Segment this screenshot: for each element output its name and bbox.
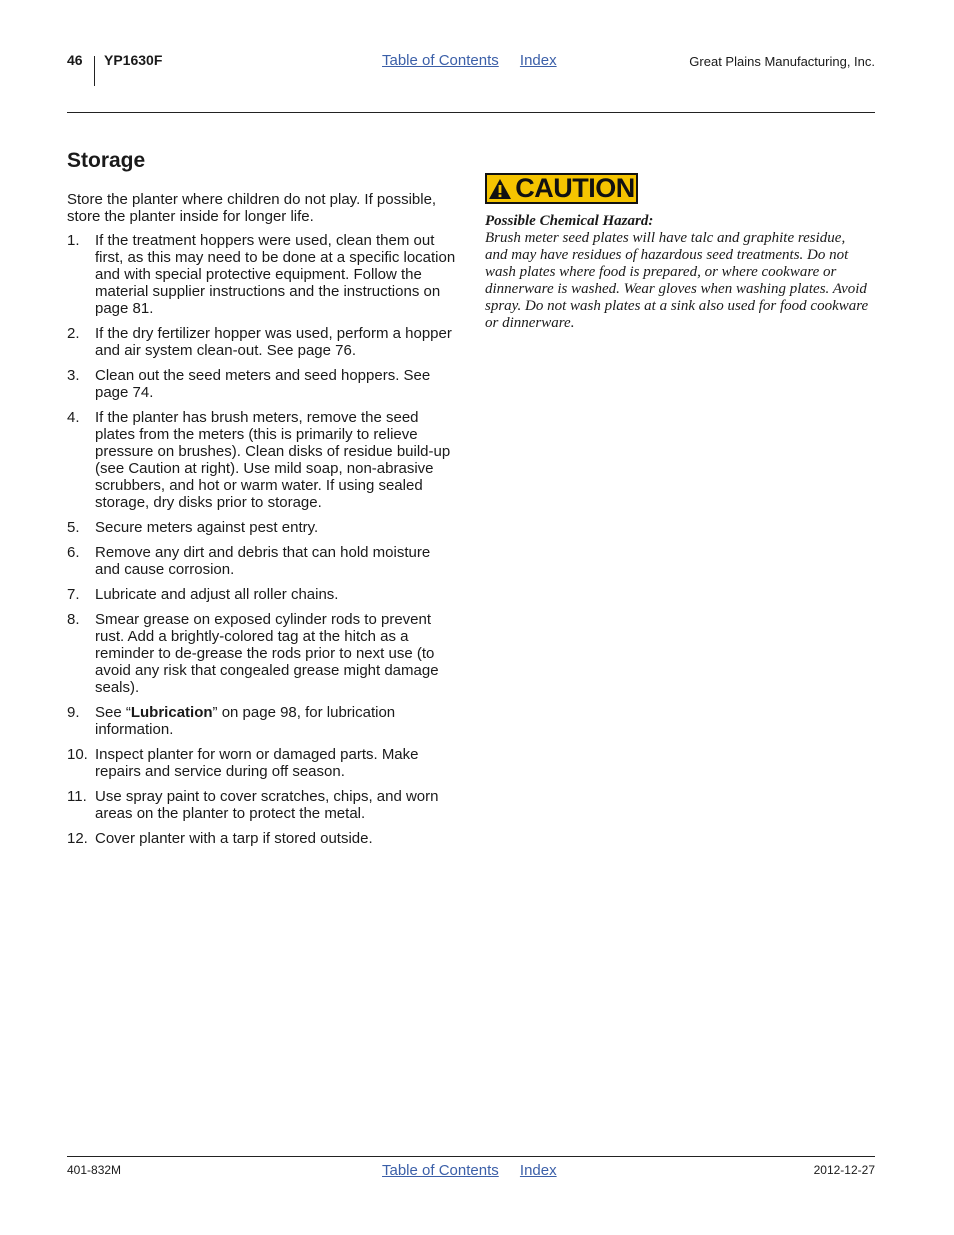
list-item-text: Secure meters against pest entry. [95, 519, 319, 536]
section-title: Storage [67, 149, 146, 172]
page-header [67, 52, 875, 92]
footer-rule [67, 1156, 875, 1157]
list-item-number: 10. [67, 746, 88, 763]
list-item-number: 8. [67, 611, 80, 628]
lubrication-reference: Lubrication [130, 704, 213, 721]
list-item [67, 830, 457, 847]
list-item-number: 1. [67, 232, 80, 249]
list-item [67, 544, 457, 578]
storage-section [67, 148, 457, 855]
list-item-text: If the dry fertilizer hopper was used, perform a hopper and air system clean-out. See page 76. [95, 325, 452, 359]
list-item-text: Lubricate and adjust all roller chains. [95, 586, 339, 603]
caution-label-box [485, 173, 638, 204]
list-item [67, 586, 457, 603]
header-rule [67, 112, 875, 113]
list-item-number: 9. [67, 704, 80, 721]
list-item-text: Remove any dirt and debris that can hold moisture and cause corrosion. [95, 544, 431, 578]
header-toc-link[interactable]: Table of Contents [382, 52, 499, 69]
model-name: YP1630F [104, 52, 163, 68]
caution-word: CAUTION [515, 173, 635, 203]
footer-toc-link[interactable]: Table of Contents [382, 1162, 499, 1179]
footer-links [382, 1162, 557, 1179]
list-item-text: Smear grease on exposed cylinder rods to prevent rust. Add a brightly-colored tag at the hitch as a reminder to de-grease the rods prior to next use (to avoid any risk that congealed grease might damage seals). [95, 611, 439, 696]
page-number: 46 [67, 52, 83, 68]
list-item-number: 11. [67, 788, 87, 805]
header-divider [94, 56, 95, 86]
section-intro: Store the planter where children do not play. If possible, store the planter inside for longer life. [67, 191, 437, 225]
hazard-text: Brush meter seed plates will have talc and graphite residue, and may have residues of hazardous seed treatments. Do not wash plates where food is prepared, or where cookware or dinnerware is washed. Wear gloves when washing plates. Avoid spray. Do not wash plates at a sink also used for food cookware or dinnerware. [485, 230, 869, 331]
list-item-number: 12. [67, 830, 88, 847]
footer-index-link[interactable]: Index [519, 1162, 557, 1179]
list-item-number: 7. [67, 586, 80, 603]
doc-number: 401-832M [67, 1163, 122, 1177]
list-item [67, 746, 457, 780]
warning-triangle-icon [488, 178, 512, 200]
doc-date: 2012-12-27 [813, 1163, 875, 1177]
list-item [67, 367, 457, 401]
caution-block [485, 173, 870, 332]
list-item-number: 6. [67, 544, 80, 561]
storage-steps [67, 232, 457, 847]
company-name: Great Plains Manufacturing, Inc. [689, 54, 875, 69]
list-item [67, 788, 457, 822]
list-item [67, 325, 457, 359]
list-item-pre: See “ [95, 704, 131, 721]
list-item-post: ” on page 98, for lubrication information. [95, 704, 396, 738]
list-item-number: 4. [67, 409, 80, 426]
hazard-title: Possible Chemical Hazard: [485, 213, 654, 229]
list-item-text: Cover planter with a tarp if stored outside. [95, 830, 373, 847]
header-links [382, 52, 557, 69]
list-item [67, 704, 457, 738]
header-index-link[interactable]: Index [519, 52, 557, 69]
list-item [67, 232, 457, 317]
list-item-number: 2. [67, 325, 80, 342]
list-item-text: Use spray paint to cover scratches, chips, and worn areas on the planter to protect the metal. [95, 788, 439, 822]
list-item [67, 519, 457, 536]
list-item-text: Inspect planter for worn or damaged parts. Make repairs and service during off season. [95, 746, 419, 780]
list-item-text: If the planter has brush meters, remove the seed plates from the meters (this is primarily to relieve pressure on brushes). Clean disks of residue build-up (see Caution at right). Use mild soap, non-abrasive scrubbers, and hot or warm water. If using sealed storage, dry disks prior to storage. [95, 409, 451, 511]
list-item-number: 3. [67, 367, 80, 384]
list-item-text: Clean out the seed meters and seed hoppers. See page 74. [95, 367, 431, 401]
list-item [67, 409, 457, 511]
list-item [67, 611, 457, 696]
list-item-number: 5. [67, 519, 80, 536]
list-item-text: If the treatment hoppers were used, clean them out first, as this may need to be done at a specific location and with special protective equipment. Follow the material supplier instructions and the instructions on page 81. [95, 232, 456, 317]
